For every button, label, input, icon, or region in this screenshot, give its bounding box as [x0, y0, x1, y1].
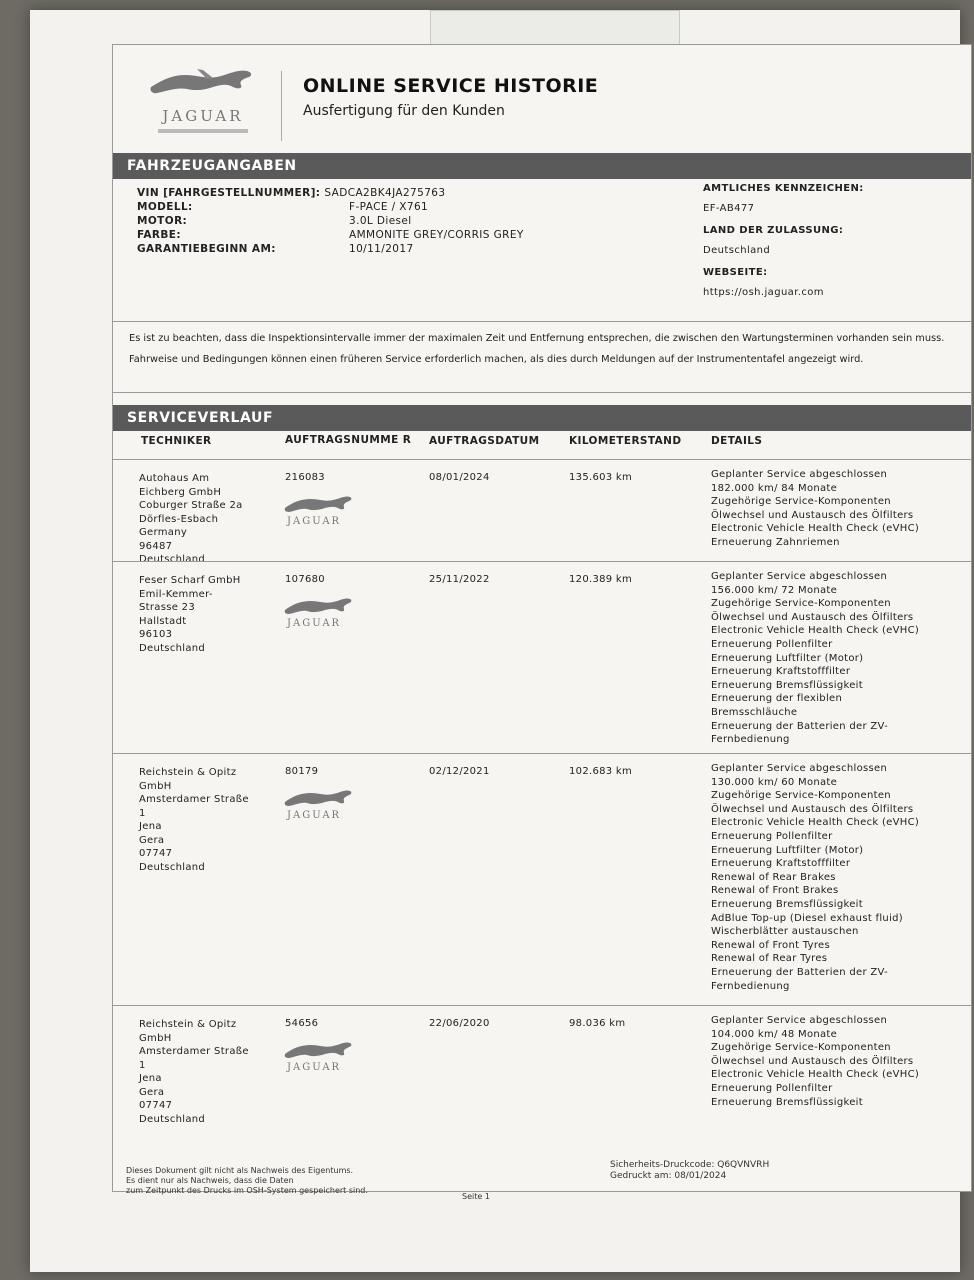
detail-line: Geplanter Service abgeschlossen	[711, 469, 888, 480]
detail-line: Erneuerung der Batterien der ZV-	[711, 720, 888, 732]
detail-line: Ölwechsel und Austausch des Ölfilters	[711, 1055, 914, 1067]
col-order-number: AUFTRAGSNUMME R	[285, 434, 412, 446]
technician-cell	[139, 1018, 279, 1126]
order-number: 216083	[285, 472, 325, 483]
mileage: 135.603 km	[569, 472, 633, 483]
tech-line: Hallstadt	[139, 615, 187, 627]
order-date: 25/11/2022	[429, 574, 490, 585]
detail-line: Zugehörige Service-Komponenten	[711, 790, 891, 802]
tech-line: Jena	[139, 821, 162, 832]
field-label: MODELL:	[137, 201, 193, 213]
details-cell	[711, 468, 971, 550]
detail-line: Renewal of Front Tyres	[711, 939, 831, 951]
dealer-logo	[283, 490, 363, 527]
page-number: Seite 1	[462, 1192, 490, 1201]
warranty-row	[137, 243, 414, 255]
tech-line: Jena	[139, 1073, 162, 1084]
color-row	[137, 229, 524, 241]
table-row	[113, 753, 971, 1004]
detail-line: Zugehörige Service-Komponenten	[711, 1042, 891, 1054]
dealer-logo	[283, 1036, 363, 1073]
detail-line: Erneuerung Luftfilter (Motor)	[711, 844, 864, 856]
detail-line: Geplanter Service abgeschlossen	[711, 763, 888, 774]
disclaimer-line: zum Zeitpunkt des Drucks im OSH-System gespeichert sind.	[126, 1186, 368, 1195]
mileage: 120.389 km	[569, 574, 633, 585]
technician-cell	[139, 766, 279, 874]
detail-line: Geplanter Service abgeschlossen	[711, 1015, 888, 1026]
order-number: 107680	[285, 574, 325, 585]
tech-line: 96103	[139, 629, 173, 640]
detail-line: Erneuerung Bremsflüssigkeit	[711, 898, 863, 910]
detail-line: Geplanter Service abgeschlossen	[711, 571, 888, 582]
tech-line: GmbH	[139, 780, 172, 792]
tech-line: Gera	[139, 1086, 165, 1098]
tech-line: Dörfles-Esbach	[139, 513, 219, 525]
model-row	[137, 201, 428, 213]
order-date: 02/12/2021	[429, 766, 490, 777]
detail-line: Renewal of Rear Brakes	[711, 871, 836, 883]
order-date: 08/01/2024	[429, 472, 490, 483]
dealer-logo	[283, 784, 363, 821]
history-section-bar: SERVICEVERLAUF	[113, 405, 971, 431]
print-date: Gedruckt am: 08/01/2024	[610, 1171, 727, 1181]
details-cell	[711, 1014, 971, 1109]
detail-line: Electronic Vehicle Health Check (eVHC)	[711, 817, 920, 829]
tech-line: Feser Scharf GmbH	[139, 575, 241, 586]
detail-line: Fernbedienung	[711, 734, 790, 746]
detail-line: Zugehörige Service-Komponenten	[711, 496, 891, 508]
detail-line: Ölwechsel und Austausch des Ölfilters	[711, 509, 914, 521]
detail-line: Ölwechsel und Austausch des Ölfilters	[711, 611, 914, 623]
logo-wordmark: JAGUAR	[287, 516, 342, 527]
security-code: Sicherheits-Druckcode: Q6QVNVRH	[610, 1160, 770, 1170]
mileage: 102.683 km	[569, 766, 633, 777]
tech-line: Coburger Straße 2a	[139, 500, 243, 511]
detail-line: Wischerblätter austauschen	[711, 926, 859, 938]
field-label: GARANTIEBEGINN AM:	[137, 243, 276, 255]
field-label: FARBE:	[137, 229, 181, 241]
tech-line: Deutschland	[139, 642, 206, 654]
disclaimer-line: Es dient nur als Nachweis, dass die Daten	[126, 1176, 294, 1185]
col-order-date: AUFTRAGSDATUM	[429, 435, 540, 447]
detail-line: Erneuerung der flexiblen	[711, 693, 843, 705]
tech-line: Autohaus Am	[139, 473, 210, 484]
leaper-icon	[283, 490, 353, 516]
brand-underline	[158, 129, 248, 133]
document-page	[30, 10, 960, 1272]
detail-line: Erneuerung Pollenfilter	[711, 638, 833, 650]
tech-line: 07747	[139, 1100, 173, 1111]
tech-line: Amsterdamer Straße	[139, 1046, 249, 1057]
inspection-notice: Es ist zu beachten, dass die Inspektionsintervalle immer der maximalen Zeit und Entfernung entsprechen, die zwischen den Wartungsterminen vorhanden sein muss. Fahrweise und Bedingungen können einen früheren Service erforderlich machen, als dies durch Meldungen auf der Instrumententafel angezeigt wird.	[113, 321, 971, 393]
tech-line: Gera	[139, 834, 165, 846]
tech-line: 1	[139, 807, 146, 819]
field-label: VIN [FAHRGESTELLNUMMER]:	[137, 187, 321, 199]
vin-row	[137, 187, 445, 199]
document-header	[113, 45, 971, 145]
plate-label	[703, 183, 864, 194]
tech-line: Reichstein & Opitz	[139, 1019, 237, 1030]
logo-wordmark: JAGUAR	[287, 1062, 342, 1073]
detail-line: AdBlue Top-up (Diesel exhaust fluid)	[711, 912, 903, 924]
tech-line: Deutschland	[139, 1113, 206, 1125]
detail-line: Zugehörige Service-Komponenten	[711, 598, 891, 610]
country-label-text: LAND DER ZULASSUNG:	[703, 225, 844, 236]
detail-line: Erneuerung Pollenfilter	[711, 830, 833, 842]
field-value: SADCA2BK4JA275763	[324, 187, 446, 199]
detail-line: Renewal of Front Brakes	[711, 885, 839, 897]
detail-line: Electronic Vehicle Health Check (eVHC)	[711, 625, 920, 637]
table-row	[113, 459, 971, 565]
website-link[interactable]: https://osh.jaguar.com	[703, 287, 824, 298]
tech-line: Deutschland	[139, 861, 206, 873]
technician-cell	[139, 472, 279, 567]
technician-cell	[139, 574, 279, 655]
detail-line: Erneuerung Kraftstofffilter	[711, 858, 851, 870]
header-divider	[281, 71, 282, 141]
leaper-icon	[283, 592, 353, 618]
engine-row	[137, 215, 412, 227]
field-value: F-PACE / X761	[349, 201, 429, 213]
tech-line: 07747	[139, 848, 173, 859]
tech-line: Emil-Kemmer-	[139, 588, 213, 600]
mileage: 98.036 km	[569, 1018, 626, 1029]
footer-print-info	[610, 1160, 769, 1182]
dealer-logo	[283, 592, 363, 629]
country-value: Deutschland	[703, 245, 771, 256]
detail-line: Erneuerung der Batterien der ZV-	[711, 966, 888, 978]
table-row	[113, 561, 971, 752]
tech-line: Strasse 23	[139, 602, 195, 613]
detail-line: Fernbedienung	[711, 980, 790, 992]
website-label-text: WEBSEITE:	[703, 267, 768, 278]
field-value: 10/11/2017	[349, 243, 414, 255]
logo-wordmark: JAGUAR	[287, 618, 342, 629]
detail-line: Electronic Vehicle Health Check (eVHC)	[711, 1069, 920, 1081]
leaper-icon	[283, 1036, 353, 1062]
detail-line: Erneuerung Zahnriemen	[711, 536, 840, 548]
page-title: ONLINE SERVICE HISTORIE	[303, 75, 599, 97]
detail-line: Electronic Vehicle Health Check (eVHC)	[711, 523, 920, 535]
detail-line: Erneuerung Pollenfilter	[711, 1082, 833, 1094]
detail-line: Ölwechsel und Austausch des Ölfilters	[711, 803, 914, 815]
country-label	[703, 225, 843, 236]
detail-line: Erneuerung Bremsflüssigkeit	[711, 1096, 863, 1108]
leaper-icon	[283, 784, 353, 810]
table-row	[113, 1005, 971, 1136]
details-cell	[711, 762, 971, 993]
detail-line: Erneuerung Luftfilter (Motor)	[711, 652, 864, 664]
field-value: AMMONITE GREY/CORRIS GREY	[349, 229, 524, 241]
tech-line: Eichberg GmbH	[139, 486, 222, 498]
field-label: MOTOR:	[137, 215, 188, 227]
tech-line: GmbH	[139, 1032, 172, 1044]
detail-line: 182.000 km/ 84 Monate	[711, 482, 838, 494]
detail-line: 130.000 km/ 60 Monate	[711, 776, 838, 788]
plate-value: EF-AB477	[703, 203, 755, 214]
detail-line: Erneuerung Kraftstofffilter	[711, 666, 851, 678]
detail-line: Renewal of Rear Tyres	[711, 953, 828, 965]
tech-line: Germany	[139, 527, 188, 538]
logo-wordmark: JAGUAR	[287, 810, 342, 821]
col-details: DETAILS	[711, 435, 763, 447]
detail-line: Bremsschläuche	[711, 706, 798, 718]
service-history-frame	[112, 44, 972, 1192]
leaper-icon	[147, 61, 257, 101]
order-number: 80179	[285, 766, 319, 777]
page-subtitle: Ausfertigung für den Kunden	[303, 103, 505, 119]
detail-line: 156.000 km/ 72 Monate	[711, 584, 838, 596]
tech-line: Reichstein & Opitz	[139, 767, 237, 778]
col-technician: TECHNIKER	[141, 435, 212, 447]
tech-line: 1	[139, 1059, 146, 1071]
footer-disclaimer	[126, 1166, 368, 1196]
website-label	[703, 267, 768, 278]
tech-line: 96487	[139, 540, 173, 552]
field-value: 3.0L Diesel	[349, 215, 412, 227]
vehicle-section-bar: FAHRZEUGANGABEN	[113, 153, 971, 179]
disclaimer-line: Dieses Dokument gilt nicht als Nachweis des Eigentums.	[126, 1166, 354, 1175]
vehicle-details	[113, 181, 971, 319]
tech-line: Deutschland	[139, 554, 206, 565]
detail-line: 104.000 km/ 48 Monate	[711, 1028, 838, 1040]
details-cell	[711, 570, 971, 747]
order-number: 54656	[285, 1018, 319, 1029]
detail-line: Erneuerung Bremsflüssigkeit	[711, 679, 863, 691]
col-mileage: KILOMETERSTAND	[569, 435, 682, 447]
plate-label-text: AMTLICHES KENNZEICHEN:	[703, 183, 864, 194]
tech-line: Amsterdamer Straße	[139, 794, 249, 805]
history-table-header	[113, 431, 971, 455]
order-date: 22/06/2020	[429, 1018, 490, 1029]
brand-wordmark: JAGUAR	[162, 107, 244, 125]
jaguar-logo	[133, 61, 273, 145]
